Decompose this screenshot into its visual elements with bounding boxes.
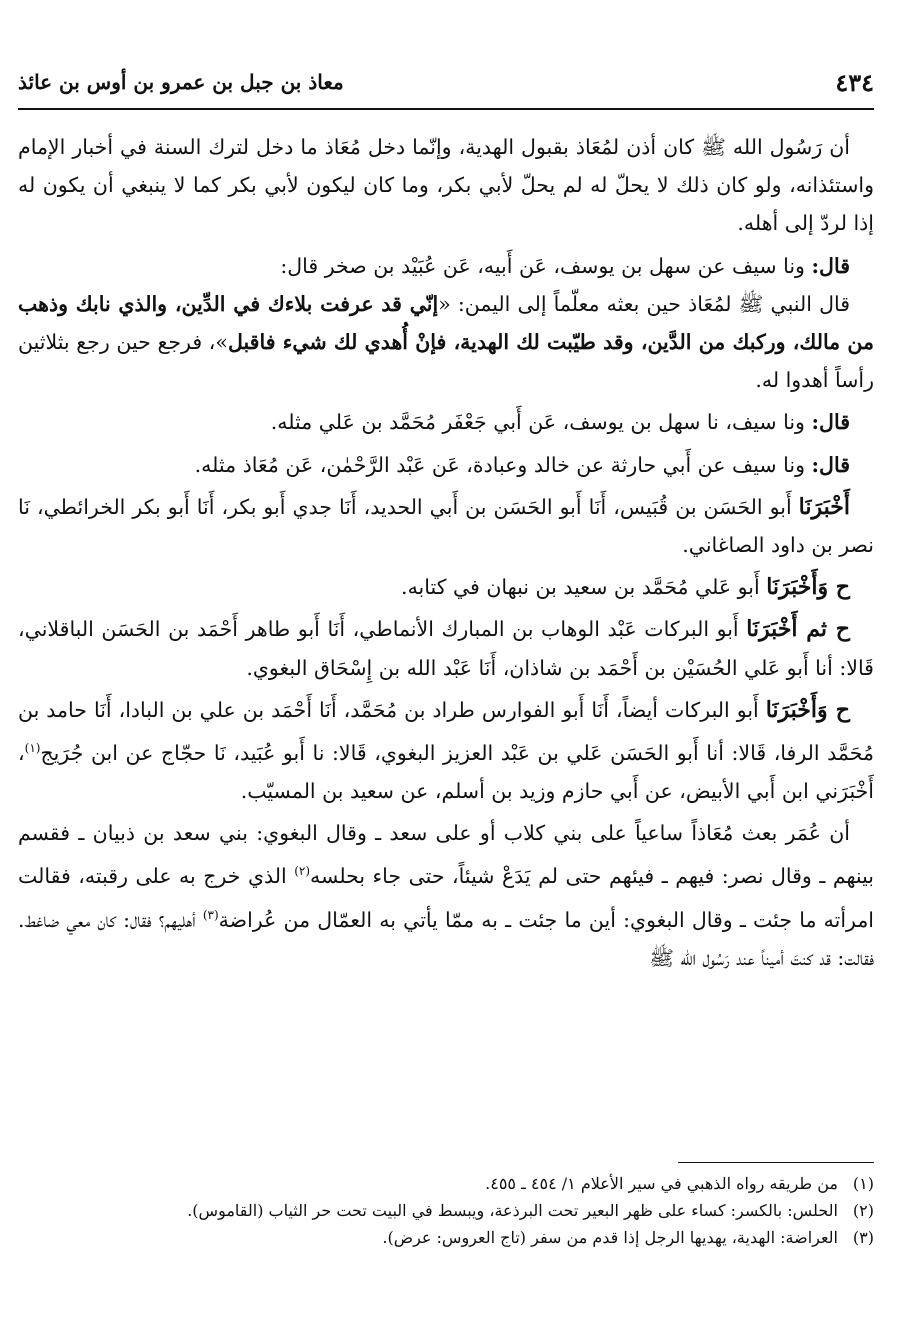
paragraph-10-text-c: أهليهم؟ فقال: كان معي ضاغط. فقالت: قد كنتَ أميناً عند رَسُول الله ﷺ: [18, 907, 874, 970]
paragraph-1-text: أن رَسُول الله ﷺ كان أذن لمُعَاذ بقبول الهدية، وإنّما دخل مُعَاذ ما دخل لترك السنة في أخبار الإمام واستئذانه، ولو كان ذلك لا يحلّ له لم يحلّ لأبي بكر، وما كان ليكون لأبي بكر كما لا ينبغي أن يكون له إذا لردّ إلى أهله.: [18, 135, 874, 236]
paragraph-10-text-b: الذي خرج به على رقبته، فقالت امرأته ما جئت ـ وقال البغوي: أين ما جئت ـ به ممّا يأتي به العمّال من عُراضة: [18, 864, 875, 932]
paragraph-8-lead: ح ثم أَخْبَرَنَا: [746, 616, 850, 643]
paragraph-9-text-b: ، أَخْبَرَني ابن أَبي الأبيض، عن أَبي حازم وزيد بن أسلم، عن سعيد بن المسيّب.: [18, 740, 874, 804]
footnote-ref-3[interactable]: (٣): [202, 907, 219, 922]
paragraph-2-lead: قال:: [811, 253, 850, 278]
paragraph-3: [18, 285, 874, 400]
footnote-3-text: العراضة: الهدية، يهديها الرجل إذا قدم من سفر (تاج العروس: عرض).: [382, 1228, 838, 1247]
paragraph-3-pre: قال النبي ﷺ لمُعَاذ حين بعثه معلّماً إلى اليمن: «: [438, 291, 851, 316]
paragraph-9: [18, 691, 874, 810]
paragraph-3-hadith: إنّي قد عرفت بلاءك في الدِّين، والذي نابك وذهب من مالك، وركبك من الدَّين، وقد طيّبت لك الهدية، فإنْ أُهدي لك شيء فاقبل: [18, 291, 875, 355]
paragraph-8-text: أَبو البركات عَبْد الوهاب بن المبارك الأنماطي، أَنَا أَبو طاهر أَحْمَد بن الحَسَن الباقلاني، قَالا: أنا أَبو عَلي الحُسَيْن بن أَحْمَد بن شاذان، أَنَا عَبْد الله بن إِسْحَاق البغوي.: [18, 617, 874, 680]
paragraph-1: [18, 128, 874, 243]
paragraph-7-text: أَبو عَلي مُحَمَّد بن سعيد بن نبهان في كتابه.: [401, 575, 767, 600]
paragraph-7-lead: ح وَأَخْبَرَنَا: [766, 574, 850, 601]
main-text: [18, 128, 874, 977]
page-number: ٤٣٤: [835, 68, 874, 97]
footnote-1: [18, 1170, 874, 1197]
footnote-2-number: (٢): [852, 1201, 874, 1220]
paragraph-5: [18, 446, 874, 484]
footnote-ref-1[interactable]: (١): [24, 741, 41, 756]
paragraph-9-text-a: أَبو البركات أيضاً، أَنَا أَبو الفوارس طراد بن مُحَمَّد، أَنَا أَحْمَد بن علي بن البادا، أَنَا حامد بن مُحَمَّد الرفا، قَالا: أنا أَبو الحَسَن عَلي بن عَبْد العزيز البغوي، قَالا: نا أَبو عُبَيد، نَا حجّاج عن ابن جُرَيج: [18, 697, 875, 765]
footnote-2: [18, 1197, 874, 1224]
footnote-ref-2[interactable]: (٢): [294, 864, 311, 879]
running-title: معاذ بن جبل بن عمرو بن أوس بن عائذ: [18, 70, 344, 94]
paragraph-4-lead: قال:: [811, 410, 850, 435]
paragraph-10: [18, 814, 874, 976]
paragraph-9-lead: ح وَأَخْبَرَنَا: [765, 696, 850, 723]
footnote-divider: [678, 1162, 874, 1163]
footnotes: [18, 1170, 874, 1251]
paragraph-2-text: ونا سيف عن سهل بن يوسف، عَن أَبيه، عَن عُبَيْد بن صخر قال:: [280, 253, 812, 278]
footnote-3: [18, 1224, 874, 1251]
paragraph-4-text: ونا سيف، نا سهل بن يوسف، عَن أَبي جَعْفَر مُحَمَّد بن عَلي مثله.: [270, 410, 812, 435]
footnote-1-text: من طريقه رواه الذهبي في سير الأعلام ١/ ٤٥٤ ـ ٤٥٥.: [485, 1174, 838, 1193]
footnote-2-text: الحلس: بالكسر: كساء على ظهر البعير تحت البرذعة، ويبسط في البيت تحت حر الثياب (القاموس).: [187, 1201, 838, 1220]
paragraph-6: [18, 488, 874, 564]
paragraph-3-post: »، فرجع حين رجع بثلاثين رأساً أهدوا له.: [18, 330, 874, 393]
paragraph-7: [18, 568, 874, 606]
paragraph-5-text: ونا سيف عن أَبي حارثة عن خالد وعبادة، عَن عَبْد الرَّحْمٰن، عَن مُعَاذ مثله.: [194, 452, 812, 477]
paragraph-4: [18, 403, 874, 441]
paragraph-8: [18, 610, 874, 686]
page-header: [18, 62, 874, 102]
footnote-3-number: (٣): [852, 1228, 874, 1247]
paragraph-10-text-a: أن عُمَر بعث مُعَاذاً ساعياً على بني كلاب أو على سعد ـ وقال البغوي: بني سعد بن ذبيان ـ فقسم بينهم ـ وقال نصر: فيهم ـ فيئهم حتى لم يَدَعْ شيئاً، حتى جاء بحلسه: [18, 821, 874, 889]
footnote-1-number: (١): [852, 1174, 874, 1193]
paragraph-6-text: أَبو الحَسَن بن قُبَيس، أَنَا أَبو الحَسَن بن أَبي الحديد، أَنَا جدي أَبو بكر، أَنَا أَبو بكر الخرائطي، نَا نصر بن داود الصاغاني.: [18, 494, 874, 558]
paragraph-2: [18, 247, 874, 285]
paragraph-5-lead: قال:: [811, 452, 850, 477]
header-divider: [18, 108, 874, 110]
paragraph-6-lead: أَخْبَرَنَا: [798, 493, 850, 520]
